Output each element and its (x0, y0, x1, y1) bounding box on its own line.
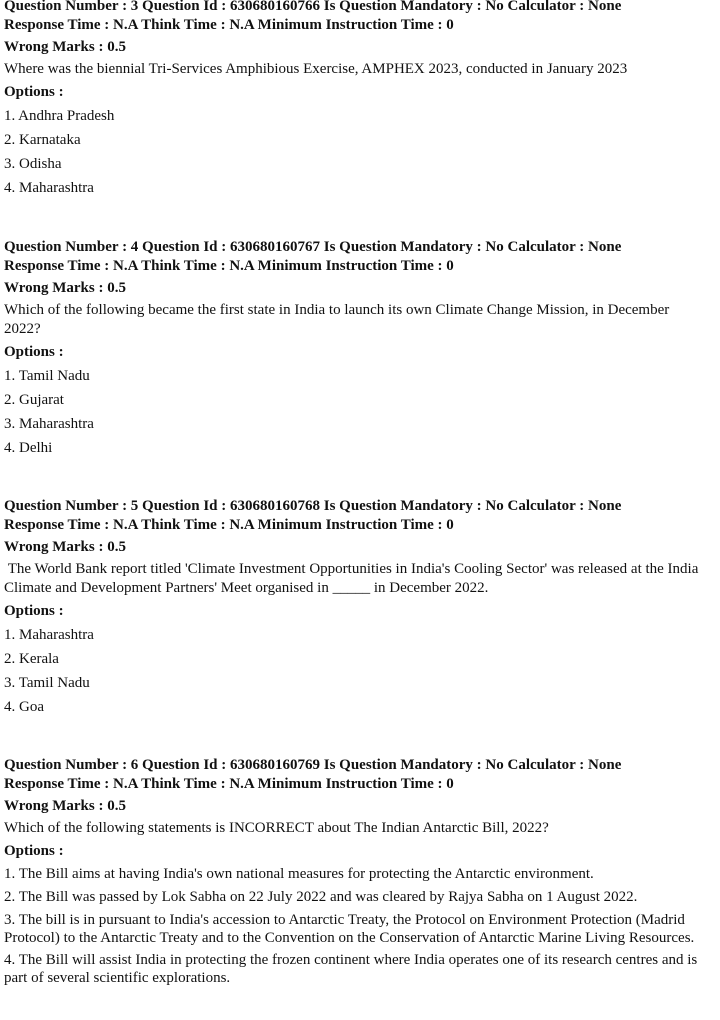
question-text: Which of the following statements is INCORRECT about The Indian Antarctic Bill, 2022? (4, 820, 549, 836)
question-block-5 (4, 497, 720, 717)
option-4: 4. The Bill will assist India in protecting the frozen continent where India operates one of its research centres and is part of several scientific explorations. (4, 952, 698, 986)
question-block-3 (4, 0, 720, 198)
option-2: 2. The Bill was passed by Lok Sabha on 22 July 2022 and was cleared by Rajya Sabha on 1 August 2022. (4, 889, 638, 905)
question-timing: Response Time : N.A Think Time : N.A Minimum Instruction Time : 0 (4, 776, 454, 792)
question-block-4 (4, 238, 720, 458)
wrong-marks: Wrong Marks : 0.5 (4, 280, 126, 296)
options-label: Options : (4, 843, 64, 859)
option-1: 1. The Bill aims at having India's own national measures for protecting the Antarctic environment. (4, 866, 594, 882)
question-header: Question Number : 4 Question Id : 630680160767 Is Question Mandatory : No Calculator : None (4, 239, 622, 255)
option-3: 3. Tamil Nadu (4, 675, 90, 691)
wrong-marks: Wrong Marks : 0.5 (4, 798, 126, 814)
option-1: 1. Maharashtra (4, 627, 94, 643)
option-1: 1. Andhra Pradesh (4, 108, 115, 124)
option-4: 4. Goa (4, 699, 44, 715)
question-timing: Response Time : N.A Think Time : N.A Minimum Instruction Time : 0 (4, 258, 454, 274)
option-2: 2. Karnataka (4, 132, 81, 148)
question-text: Which of the following became the first state in India to launch its own Climate Change Mission, in December 2022? (4, 302, 670, 337)
question-text: The World Bank report titled 'Climate Investment Opportunities in India's Cooling Sector' was released at the India Climate and Development Partners' Meet organised in _____ in December 2022. (4, 561, 703, 596)
question-timing: Response Time : N.A Think Time : N.A Minimum Instruction Time : 0 (4, 17, 454, 33)
options-label: Options : (4, 84, 64, 100)
question-header: Question Number : 5 Question Id : 630680160768 Is Question Mandatory : No Calculator : None (4, 498, 622, 514)
option-2: 2. Gujarat (4, 392, 64, 408)
option-4: 4. Maharashtra (4, 180, 94, 196)
options-label: Options : (4, 603, 64, 619)
option-2: 2. Kerala (4, 651, 59, 667)
wrong-marks: Wrong Marks : 0.5 (4, 539, 126, 555)
wrong-marks: Wrong Marks : 0.5 (4, 39, 126, 55)
question-timing: Response Time : N.A Think Time : N.A Minimum Instruction Time : 0 (4, 517, 454, 533)
question-block-6 (4, 756, 720, 987)
options-label: Options : (4, 344, 64, 360)
option-4: 4. Delhi (4, 440, 53, 456)
question-header: Question Number : 3 Question Id : 630680160766 Is Question Mandatory : No Calculator : None (4, 0, 622, 14)
option-3: 3. Maharashtra (4, 416, 94, 432)
option-3: 3. Odisha (4, 156, 62, 172)
question-header: Question Number : 6 Question Id : 630680160769 Is Question Mandatory : No Calculator : None (4, 757, 622, 773)
option-3: 3. The bill is in pursuant to India's accession to Antarctic Treaty, the Protocol on Environment Protection (Madrid Protocol) to the Antarctic Treaty and to the Convention on the Conservation of Antarctic Marine Living Resources. (4, 912, 695, 946)
option-1: 1. Tamil Nadu (4, 368, 90, 384)
question-text: Where was the biennial Tri-Services Amphibious Exercise, AMPHEX 2023, conducted in January 2023 (4, 61, 628, 77)
